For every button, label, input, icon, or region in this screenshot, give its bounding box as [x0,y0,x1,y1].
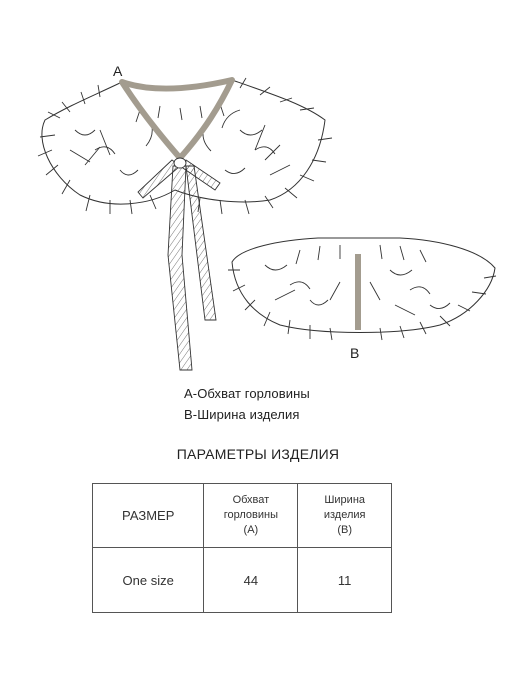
label-a: A [113,63,123,79]
back-collar-drawing [228,238,496,340]
header-neck-circumference: Обхват горловины (A) [204,484,298,548]
legend-neck-circumference: А-Обхват горловины [184,386,310,401]
cell-size: One size [93,548,204,613]
front-collar-drawing [38,78,332,370]
cell-width: 11 [298,548,392,613]
section-title: ПАРАМЕТРЫ ИЗДЕЛИЯ [176,446,340,462]
label-b: B [350,345,360,361]
header-size: РАЗМЕР [93,484,204,548]
table-row [93,548,392,613]
header-width: Ширина изделия (B) [298,484,392,548]
legend-product-width: В-Ширина изделия [184,407,300,422]
table-header-row [93,484,392,548]
cell-neck: 44 [204,548,298,613]
parameters-table [92,483,392,613]
